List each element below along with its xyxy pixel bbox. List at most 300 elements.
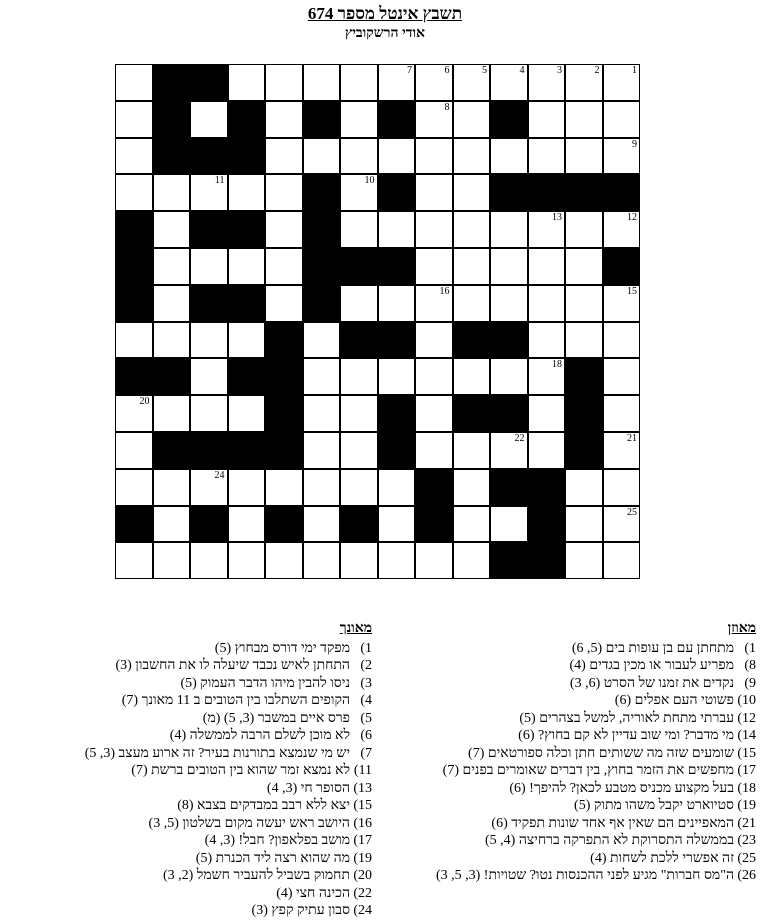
down-clue [2,727,372,745]
cell-number: 23 [439,469,450,481]
grid-cell-black [303,174,341,211]
grid-cell[interactable] [115,395,153,432]
grid-cell-black [228,138,266,175]
grid-cell[interactable] [115,138,153,175]
grid-cell[interactable] [565,469,603,506]
grid-cell-black [378,248,416,285]
grid-cell-black [115,248,153,285]
grid-cell[interactable] [415,285,453,322]
grid-cell[interactable] [265,101,303,138]
across-clue-list [386,640,756,885]
clue-number: 19) [737,798,756,813]
down-heading: מאונך [339,621,372,636]
grid-cell[interactable] [340,432,378,469]
grid-cell-black [340,248,378,285]
grid-cell[interactable] [415,358,453,395]
cell-number: 14 [402,249,412,260]
grid-cell-black [453,395,491,432]
cell-number: 8 [444,101,450,113]
clue-number: 2) [360,658,372,673]
grid-cell[interactable] [565,248,603,285]
grid-cell[interactable] [453,174,491,211]
grid-cell[interactable] [153,469,191,506]
clue-number: 22) [353,885,372,901]
clue-text: לא נמצא זמר שהוא בין הטובים ברשת (7) [131,763,350,778]
grid-cell[interactable] [415,248,453,285]
across-clue [386,850,756,868]
down-clue [2,675,372,693]
grid-cell[interactable] [603,322,641,359]
clue-number: 20) [353,868,372,883]
grid-cell[interactable] [115,432,153,469]
down-clue [2,780,372,798]
grid-cell[interactable] [378,358,416,395]
grid-cell[interactable] [415,211,453,248]
grid-cell[interactable] [153,211,191,248]
clue-number: 5) [360,710,372,726]
grid-cell[interactable] [153,542,191,579]
grid-cell-black [190,64,228,101]
grid-cell[interactable] [153,285,191,322]
grid-cell[interactable] [378,64,416,101]
grid-cell[interactable] [303,358,341,395]
grid-cell[interactable] [190,322,228,359]
grid-cell[interactable] [603,211,641,248]
grid-cell-black [303,285,341,322]
grid-cell-black [565,358,603,395]
grid-cell-black [490,322,528,359]
clue-number: 23) [737,833,756,848]
clue-text: הקופים השתלבו בין הטובים ב 11 מאונך (7) [121,693,350,708]
grid-cell[interactable] [603,101,641,138]
grid-cell[interactable] [415,542,453,579]
grid-cell[interactable] [190,469,228,506]
grid-cell[interactable] [565,211,603,248]
grid-cell[interactable] [265,469,303,506]
grid-cell[interactable] [565,138,603,175]
grid-cell[interactable] [303,395,341,432]
grid-cell[interactable] [115,542,153,579]
grid-cell[interactable] [453,432,491,469]
clue-number: 18) [737,780,756,796]
grid-cell[interactable] [340,138,378,175]
grid-cell[interactable] [603,285,641,322]
grid-cell[interactable] [378,506,416,543]
grid-cell-black [378,322,416,359]
cell-number: 1 [632,65,637,76]
grid-cell-black [603,174,641,211]
clue-number: 3) [360,675,372,691]
down-clue [2,902,372,920]
grid-cell[interactable] [603,395,641,432]
grid-cell[interactable] [190,542,228,579]
grid-cell[interactable] [153,322,191,359]
grid-cell[interactable] [303,64,341,101]
grid-cell-black [153,432,191,469]
grid-cell[interactable] [303,506,341,543]
grid-cell[interactable] [415,432,453,469]
grid-cell[interactable] [115,101,153,138]
grid-cell[interactable] [528,432,566,469]
grid-cell[interactable] [340,101,378,138]
down-clue [2,797,372,815]
grid-cell[interactable] [453,358,491,395]
grid-cell[interactable] [528,64,566,101]
clue-text: פרס איים במשבר (3, 5) (מ) [202,710,350,726]
grid-cell-black [303,248,341,285]
cell-number: 13 [552,212,562,224]
grid-cell[interactable] [378,211,416,248]
clue-text: מה שהוא רצה ליד הכנרת (5) [195,850,350,866]
cell-number: 9 [632,138,637,150]
grid-cell[interactable] [115,322,153,359]
grid-cell[interactable] [490,506,528,543]
grid-cell[interactable] [603,506,641,543]
cell-number: 20 [139,396,150,408]
grid-cell-black [528,542,566,579]
grid-cell[interactable] [190,101,228,138]
grid-cell[interactable] [528,101,566,138]
grid-cell[interactable] [340,395,378,432]
grid-cell[interactable] [228,322,266,359]
grid-cell-black [265,395,303,432]
puzzle-title: תשבץ אינטל מספר 674 [307,4,463,23]
grid-cell[interactable] [528,285,566,322]
across-clue [386,692,756,710]
clue-number: 10) [737,693,756,708]
down-clue [2,815,372,833]
grid-cell[interactable] [453,506,491,543]
down-clue [2,692,372,710]
cell-number: 3 [557,65,562,76]
grid-cell[interactable] [528,138,566,175]
clue-text: הכינה חצי (4) [276,885,350,901]
grid-cell[interactable] [190,358,228,395]
clue-text: ה"מס חברות" מגיע לפני ההכנסות נטו? שטויות! (3, 5, 3) [435,868,734,883]
grid-cell[interactable] [115,174,153,211]
across-clue [386,867,756,885]
cell-number: 24 [214,469,225,481]
across-clue [386,727,756,745]
grid-cell-black [340,322,378,359]
grid-cell-black [228,285,266,322]
grid-cell-black [115,285,153,322]
clue-text: סבון עתיק קפץ (3) [251,903,350,918]
grid-cell[interactable] [490,358,528,395]
grid-cell-black [228,101,266,138]
grid-cell-black [378,395,416,432]
grid-cell-black [528,506,566,543]
grid-cell-black [528,174,566,211]
grid-cell[interactable] [303,138,341,175]
grid-cell[interactable] [453,248,491,285]
grid-cell[interactable] [265,248,303,285]
grid-cell[interactable] [340,64,378,101]
clue-number: 16) [353,815,372,831]
clue-number: 6) [360,728,372,743]
clue-number: 17) [353,833,372,848]
clue-text: מתחתן עם בן עופות בים (5, 6) [571,640,734,656]
clue-number: 9) [744,675,756,691]
clue-text: מושב בפלאפון? חבל! (3, 4) [204,833,350,848]
grid-cell-black [415,469,453,506]
grid-cell-black [153,358,191,395]
grid-cell-black [490,174,528,211]
cell-number: 11 [214,175,225,187]
clue-text: ניסו להבין מיהו הדבר העמוק (5) [180,675,350,691]
clue-number: 24) [353,903,372,918]
grid-cell[interactable] [190,395,228,432]
grid-cell[interactable] [415,322,453,359]
grid-cell[interactable] [453,469,491,506]
clue-number: 15) [353,798,372,813]
grid-cell[interactable] [490,211,528,248]
grid-cell-black [265,432,303,469]
clue-text: הסופר חי (3, 4) [266,780,350,796]
across-clue [386,780,756,798]
grid-cell[interactable] [490,248,528,285]
grid-cell[interactable] [228,542,266,579]
grid-cell[interactable] [265,64,303,101]
clue-text: נקדים את זמנו של הסרט (6, 3) [569,675,734,691]
grid-cell-black [190,432,228,469]
grid-cell[interactable] [528,322,566,359]
grid-cell[interactable] [340,211,378,248]
down-clue [2,885,372,903]
grid-cell[interactable] [415,101,453,138]
grid-cell[interactable] [415,138,453,175]
across-clue [386,640,756,658]
clue-text: בעל מקצוע מכניס מטבע לכאן? להיפך! (6) [509,780,734,796]
grid-cell-black [340,506,378,543]
grid-cell[interactable] [190,174,228,211]
grid-cell-black [265,358,303,395]
grid-cell-black [265,322,303,359]
grid-cell[interactable] [340,285,378,322]
grid-cell[interactable] [453,101,491,138]
grid-cell-black [303,211,341,248]
grid-cell-black [490,469,528,506]
grid-cell-black [453,322,491,359]
grid-cell[interactable] [603,432,641,469]
across-clues [386,620,756,885]
clue-number: 14) [737,728,756,743]
grid-cell[interactable] [303,469,341,506]
grid-cell[interactable] [565,322,603,359]
clue-number: 7) [360,745,372,761]
cell-number: 2 [594,65,600,76]
clue-number: 26) [737,868,756,883]
grid-cell[interactable] [378,138,416,175]
grid-cell[interactable] [340,469,378,506]
cell-number: 16 [439,285,450,297]
across-clue [386,762,756,780]
across-clue [386,832,756,850]
grid-cell-black [415,506,453,543]
grid-cell-black [565,174,603,211]
grid-cell[interactable] [453,211,491,248]
grid-cell[interactable] [378,542,416,579]
crossword-grid [115,64,640,579]
clue-text: מי מדבר? ומי שוב עדיין לא קם בחוץ? (6) [518,728,734,743]
clue-text: היושב ראש יעשה מקום בשלטון (5, 3) [148,815,350,831]
grid-cell[interactable] [153,395,191,432]
clue-text: עברתי מתחת לאוריה, למשל בצהרים (5) [519,710,734,726]
clue-number: 8) [744,658,756,673]
grid-cell[interactable] [228,64,266,101]
down-clue [2,762,372,780]
grid-cell[interactable] [190,248,228,285]
grid-cell[interactable] [378,285,416,322]
clue-number: 11) [353,763,372,778]
author-name: אודי הרשקוביץ [344,26,426,41]
grid-cell-black [115,358,153,395]
grid-cell-black [228,358,266,395]
clue-text: המאפיינים הם שאין אף אחד שונות תפקיד (6) [491,815,734,831]
across-clue [386,745,756,763]
cell-number: 7 [407,65,412,76]
grid-cell[interactable] [565,64,603,101]
grid-cell[interactable] [153,174,191,211]
cell-number: 15 [627,285,637,297]
grid-cell[interactable] [340,542,378,579]
grid-cell-black [115,506,153,543]
grid-cell-black [565,395,603,432]
clue-number: 17) [737,763,756,778]
grid-cell[interactable] [603,138,641,175]
clue-number: 21) [737,815,756,831]
cell-number: 26 [514,543,525,555]
grid-cell-black [190,506,228,543]
grid-cell[interactable] [565,285,603,322]
clue-text: בממשלה התסרוקת לא התפרקה ברחיצה (4, 5) [484,833,734,848]
down-clue [2,867,372,885]
grid-cell-black [490,542,528,579]
grid-cell[interactable] [528,395,566,432]
across-clue [386,710,756,728]
clue-text: פשוטי העם אפלים (6) [614,693,734,708]
clue-text: מפריע לעבור או מכין בגדים (4) [569,658,734,673]
grid-cell[interactable] [265,174,303,211]
grid-cell[interactable] [265,285,303,322]
grid-cell-black [378,174,416,211]
grid-cell[interactable] [265,542,303,579]
across-clue [386,797,756,815]
grid-cell[interactable] [303,432,341,469]
cell-number: 25 [627,506,637,518]
grid-cell[interactable] [603,469,641,506]
clue-text: התחתן לאיש נכבד שיעלה לו את החשבון (3) [115,658,350,673]
clue-number: 12) [737,710,756,726]
grid-cell[interactable] [115,64,153,101]
grid-cell-black [153,64,191,101]
grid-cell[interactable] [490,432,528,469]
grid-cell[interactable] [565,101,603,138]
down-clue [2,640,372,658]
clue-number: 19) [353,850,372,866]
clue-text: שומעים שזה מה ששותים חתן וכלה ספורטאים (7) [468,745,734,761]
down-clue [2,832,372,850]
grid-cell-black [153,101,191,138]
clue-text: סטיוארט יקבל משהו מתוק (5) [574,798,734,813]
down-clues [2,620,372,920]
grid-cell[interactable] [603,358,641,395]
grid-cell[interactable] [228,469,266,506]
grid-cell[interactable] [228,248,266,285]
grid-cell[interactable] [528,211,566,248]
grid-cell[interactable] [303,542,341,579]
grid-cell[interactable] [340,358,378,395]
grid-cell[interactable] [603,542,641,579]
grid-cell[interactable] [565,506,603,543]
grid-cell[interactable] [528,358,566,395]
grid-cell[interactable] [265,211,303,248]
grid-cell[interactable] [603,64,641,101]
cell-number: 22 [514,433,525,444]
grid-cell[interactable] [453,138,491,175]
grid-cell-black [565,432,603,469]
grid-cell[interactable] [453,285,491,322]
grid-cell[interactable] [453,64,491,101]
grid-cell[interactable] [565,542,603,579]
cell-number: 17 [364,322,375,334]
grid-cell[interactable] [153,506,191,543]
grid-cell[interactable] [490,138,528,175]
clue-text: יצא ללא רבב במבדקים בצבא (8) [177,798,350,813]
clue-text: לא מוכן לשלם הרבה לממשלה (4) [169,728,350,743]
cell-number: 10 [364,175,375,187]
grid-cell[interactable] [228,395,266,432]
cell-number: 18 [552,359,562,371]
grid-cell[interactable] [453,542,491,579]
cell-number: 5 [482,65,487,76]
grid-cell[interactable] [415,174,453,211]
cell-number: 4 [519,65,525,76]
clue-text: מחפשים את הזמר בחוץ, בין דברים שאומרים בפנים (7) [442,763,734,778]
clue-number: 25) [737,850,756,866]
clue-number: 13) [353,780,372,796]
grid-cell-black [190,138,228,175]
clue-number: 15) [737,745,756,761]
grid-cell[interactable] [340,174,378,211]
cell-number: 21 [627,433,637,444]
grid-cell[interactable] [378,469,416,506]
grid-cell-black [190,285,228,322]
grid-cell-black [115,211,153,248]
grid-cell-black [265,506,303,543]
grid-cell[interactable] [228,174,266,211]
grid-cell[interactable] [115,469,153,506]
grid-cell-black [490,395,528,432]
cell-number: 12 [627,212,637,224]
down-clue [2,710,372,728]
down-clue-list [2,640,372,920]
grid-cell[interactable] [415,64,453,101]
clue-text: יש מי שנמצא בתורנות בעיר? זה ארוע מעצב (3, 5) [84,745,350,761]
grid-cell-black [153,138,191,175]
grid-cell[interactable] [528,248,566,285]
grid-cell-black [603,248,641,285]
grid-cell[interactable] [265,138,303,175]
grid-cell[interactable] [303,322,341,359]
across-clue [386,675,756,693]
grid-cell[interactable] [228,506,266,543]
grid-cell[interactable] [153,248,191,285]
grid-cell[interactable] [490,285,528,322]
grid-cell[interactable] [415,395,453,432]
grid-cell-black [303,101,341,138]
grid-cell[interactable] [490,64,528,101]
